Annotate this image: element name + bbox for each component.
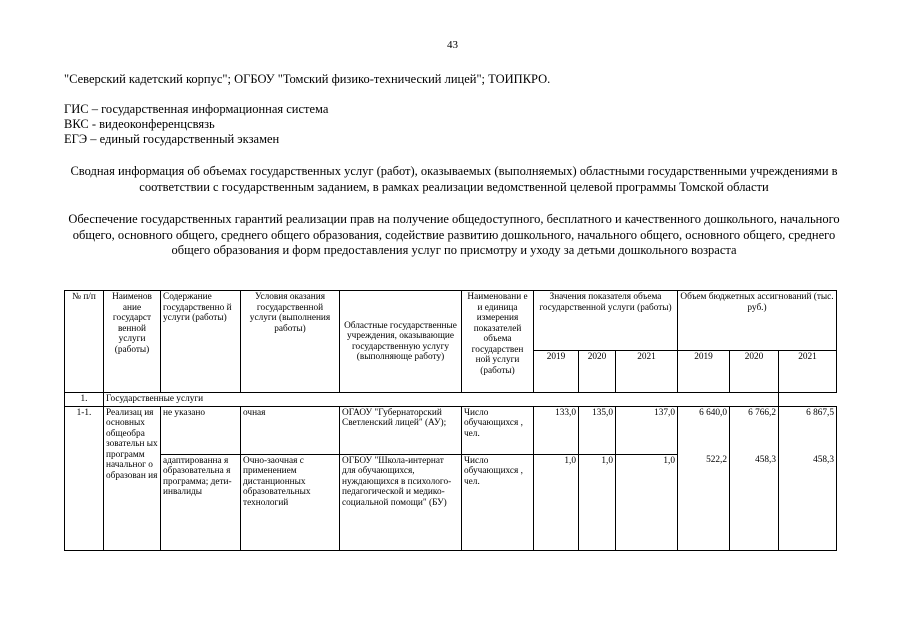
row2-budget-2019: 522,2	[678, 454, 730, 550]
header-num: № п/п	[65, 291, 104, 393]
abbrev-ege: ЕГЭ – единый государственный экзамен	[64, 132, 280, 146]
row2-budget-2021: 458,3	[779, 454, 837, 550]
row1-value-2021: 137,0	[616, 406, 678, 454]
intro-line: "Северский кадетский корпус"; ОГБОУ "Томский физико-технический лицей"; ТОИПКРО.	[64, 72, 551, 86]
row1-budget-2021: 6 867,5	[779, 406, 837, 454]
header-year-2021: 2021	[616, 351, 678, 393]
table-row	[65, 406, 837, 454]
row2-budget-2020: 458,3	[730, 454, 779, 550]
header-indicator-values: Значения показателя объема государственной услуги (работы)	[534, 291, 678, 351]
row1-content: не указано	[161, 406, 241, 454]
header-budget: Объем бюджетных ассигнований (тыс. руб.)	[678, 291, 837, 351]
row-num: 1-1.	[65, 406, 104, 550]
services-table	[64, 290, 837, 551]
header-content: Содержание государственно й услуги (работы)	[161, 291, 241, 393]
header-budget-2019: 2019	[678, 351, 730, 393]
page-number: 43	[447, 39, 458, 51]
table-row	[65, 454, 837, 550]
row1-value-2019: 133,0	[534, 406, 579, 454]
row2-value-2020: 1,0	[579, 454, 616, 550]
row2-value-2021: 1,0	[616, 454, 678, 550]
row1-budget-2020: 6 766,2	[730, 406, 779, 454]
section-num: 1.	[65, 393, 104, 407]
row2-indicator: Число обучающихся , чел.	[462, 454, 534, 550]
row2-institution: ОГБОУ "Школа-интернат для обучающихся, нуждающихся в психолого-педагогической и медико-социальной помощи" (БУ)	[340, 454, 462, 550]
row1-value-2020: 135,0	[579, 406, 616, 454]
row2-content: адаптированна я образовательна я программа; дети-инвалиды	[161, 454, 241, 550]
section-row	[65, 393, 837, 407]
abbrev-vks: ВКС - видеоконференцсвязь	[64, 117, 215, 131]
header-conditions: Условия оказания государственной услуги (выполнения работы)	[241, 291, 340, 393]
header-service-name: Наименов ание государст венной услуги (работы)	[104, 291, 161, 393]
header-budget-2020: 2020	[730, 351, 779, 393]
row2-conditions: Очно-заочная с применением дистанционных образовательных технологий	[241, 454, 340, 550]
header-year-2019: 2019	[534, 351, 579, 393]
summary-heading: Сводная информация об объемах государственных услуг (работ), оказываемых (выполняемых) областными государственными учреждениями в соответствии с государственным заданием, в рамках реализации ведомственной целевой программы Томской области	[70, 164, 838, 194]
service-name: Реализац ия основных общеобра зовательн ых программ начальног о образован ия	[104, 406, 161, 550]
header-institutions: Областные государственные учреждения, оказывающие государственную услугу (выполняюще работу)	[340, 291, 462, 393]
abbrev-gis: ГИС – государственная информационная система	[64, 102, 329, 116]
program-subheading: Обеспечение государственных гарантий реализации прав на получение общедоступного, бесплатного и качественного дошкольного, начального общего, основного общего, среднего общего образования, содействие развитию дошкольного, начального общего, основного общего, среднего общего образования и форм предоставления услуг по присмотру и уходу за детьми дошкольного возраста	[68, 212, 840, 257]
header-indicator: Наименовани е и единица измерения показателей объема государствен ной услуги (работы)	[462, 291, 534, 393]
row2-value-2019: 1,0	[534, 454, 579, 550]
row1-budget-2019: 6 640,0	[678, 406, 730, 454]
row1-conditions: очная	[241, 406, 340, 454]
header-year-2020: 2020	[579, 351, 616, 393]
row1-institution: ОГАОУ "Губернаторский Светленский лицей" (АУ);	[340, 406, 462, 454]
row1-indicator: Число обучающихся , чел.	[462, 406, 534, 454]
header-budget-2021: 2021	[779, 351, 837, 393]
section-title: Государственные услуги	[104, 393, 779, 407]
